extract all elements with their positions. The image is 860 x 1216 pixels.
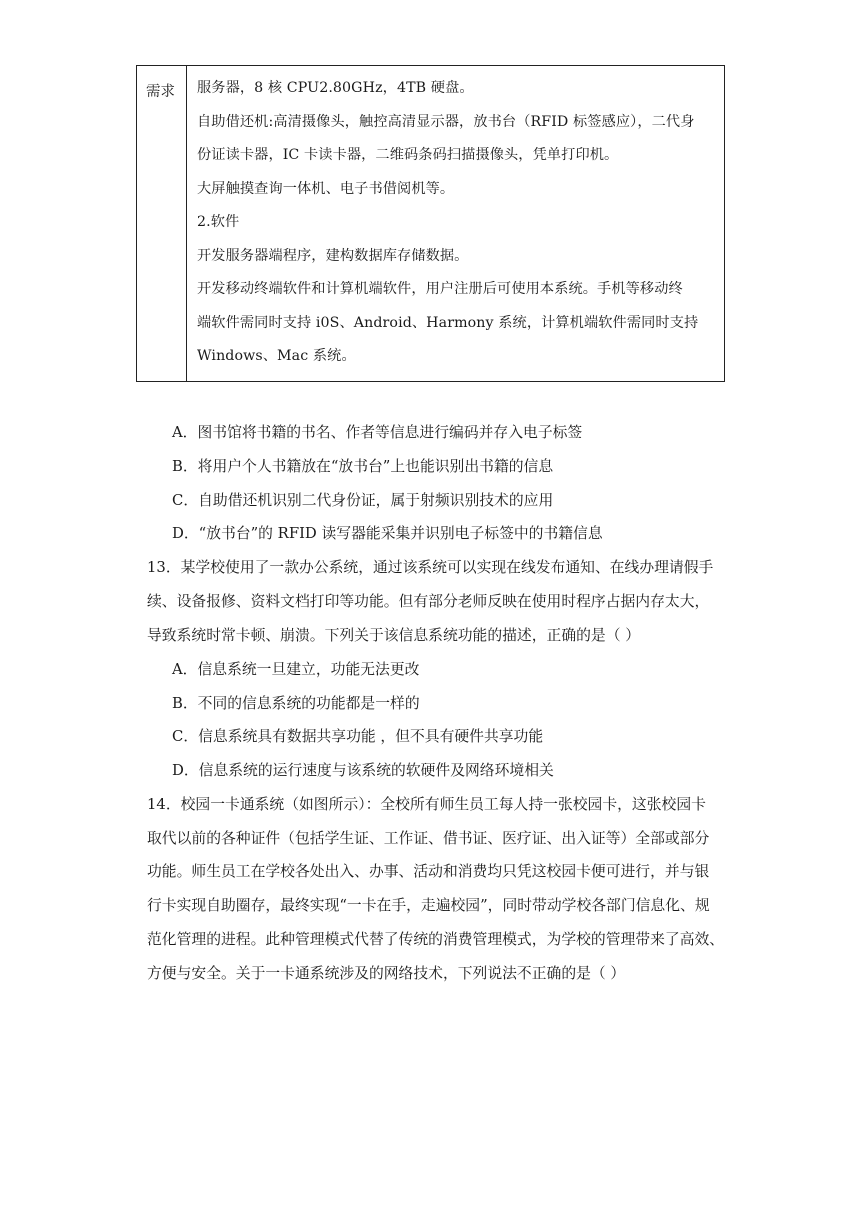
q13-stem-line: 续、设备报修、资料文档打印等功能。但有部分老师反映在使用时程序占据内存太大，	[147, 593, 710, 610]
q13-option-b: B．不同的信息系统的功能都是一样的	[172, 695, 420, 712]
table-line: 开发服务器端程序，建构数据库存储数据。	[197, 247, 469, 264]
table-line: 2.软件	[197, 214, 240, 230]
table-label-cell: 需求	[137, 66, 187, 381]
q14-stem-line: 功能。师生员工在学校各处出入、办事、活动和消费均只凭这校园卡便可进行，并与银	[147, 863, 710, 880]
q13-option-a: A．信息系统一旦建立，功能无法更改	[172, 661, 420, 678]
requirements-table	[136, 65, 725, 382]
q13-stem-line: 13．某学校使用了一款办公系统，通过该系统可以实现在线发布通知、在线办理请假手	[147, 559, 714, 576]
table-line: 端软件需同时支持 i0S、Android、Harmony 系统，计算机端软件需同时支持	[197, 314, 699, 331]
q12-option-b: B．将用户个人书籍放在“放书台”上也能识别出书籍的信息	[172, 458, 554, 475]
table-line: 份证读卡器，IC 卡读卡器，二维码条码扫描摄像头，凭单打印机。	[197, 147, 619, 163]
table-line: 大屏触摸查询一体机、电子书借阅机等。	[197, 180, 455, 197]
q13-option-d: D．信息系统的运行速度与该系统的软硬件及网络环境相关	[172, 762, 554, 779]
q13-option-c: C．信息系统具有数据共享功能 ，但不具有硬件共享功能	[172, 728, 544, 745]
q14-stem-line: 方便与安全。关于一卡通系统涉及的网络技术，下列说法不正确的是（ ）	[147, 965, 626, 982]
q12-option-a: A．图书馆将书籍的书名、作者等信息进行编码并存入电子标签	[172, 424, 583, 441]
table-line: Windows、Mac 系统。	[197, 348, 356, 364]
table-line: 开发移动终端软件和计算机端软件，用户注册后可使用本系统。手机等移动终	[197, 281, 683, 297]
table-line: 自助借还机:高清摄像头，触控高清显示器，放书台（RFID 标签感应），二代身	[197, 113, 695, 130]
q12-option-c: C．自助借还机识别二代身份证，属于射频识别技术的应用	[172, 492, 554, 509]
table-content-cell	[187, 66, 724, 381]
q14-stem-line: 范化管理的进程。此种管理模式代替了传统的消费管理模式，为学校的管理带来了高效、	[147, 931, 725, 948]
table-line: 服务器，8 核 CPU2.80GHz，4TB 硬盘。	[197, 80, 474, 96]
q14-stem-line: 行卡实现自助圈存，最终实现“一卡在手，走遍校园”，同时带动学校各部门信息化、规	[147, 897, 710, 914]
q13-stem-line: 导致系统时常卡顿、崩溃。下列关于该信息系统功能的描述，正确的是（ ）	[147, 627, 641, 644]
q14-stem-line: 取代以前的各种证件（包括学生证、工作证、借书证、医疗证、出入证等）全部或部分	[147, 830, 710, 847]
q14-stem-line: 14．校园一卡通系统（如图所示）：全校所有师生员工每人持一张校园卡，这张校园卡	[147, 796, 706, 813]
q12-option-d: D．“放书台”的 RFID 读写器能采集并识别电子标签中的书籍信息	[172, 525, 603, 542]
